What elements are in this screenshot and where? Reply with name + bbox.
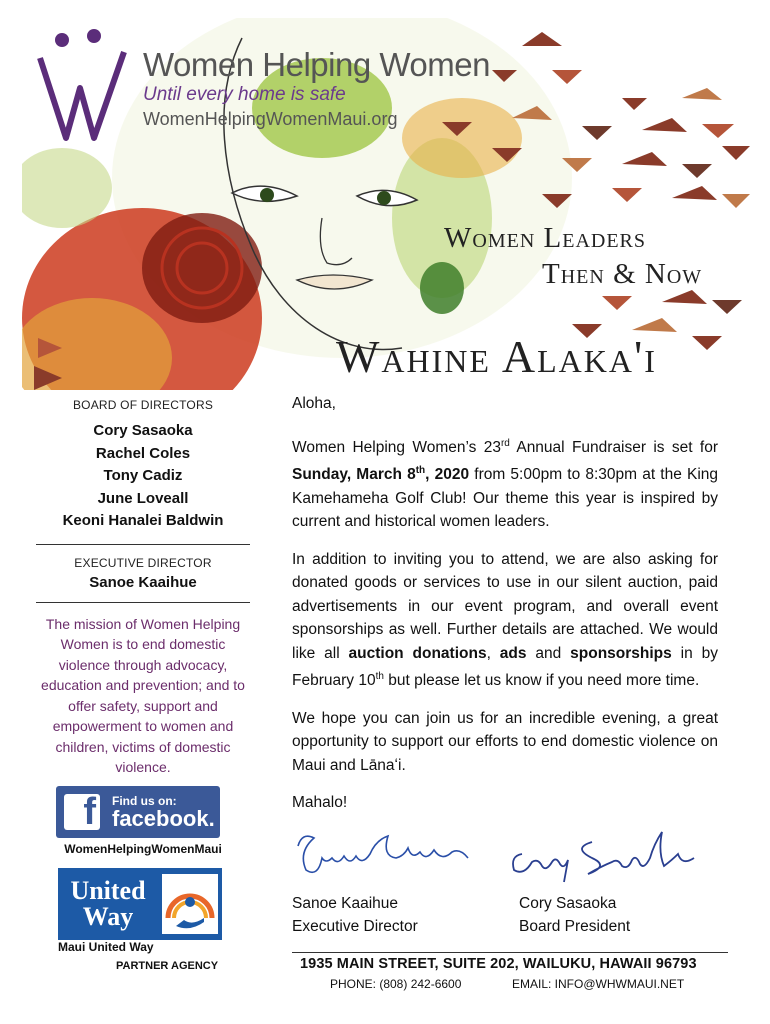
divider — [36, 544, 250, 545]
facebook-wordmark: facebook. — [112, 806, 215, 831]
uw-line-2: Way — [82, 902, 134, 931]
paragraph-2: In addition to inviting you to attend, we are also asking for donated goods or services to use in our silent auction, paid advertisements in our event program, and overall event sponsorships as well. Further details are attached. We would like all auction donations, ads and sponsorships in by February 10th but please let us know if you need more time. — [292, 550, 718, 690]
signer-2-title: Board President — [519, 918, 631, 935]
board-heading: BOARD OF DIRECTORS — [72, 398, 214, 412]
signature-image-cory — [502, 822, 702, 892]
event-date: Sunday, March 8th, 2020 — [292, 465, 470, 484]
greeting: Aloha, — [292, 395, 336, 412]
signer-2-name: Cory Sasaoka — [519, 895, 617, 912]
footer-divider — [292, 952, 728, 953]
signature-image-sanoe — [292, 822, 472, 892]
closing: Mahalo! — [292, 794, 348, 812]
signer-1-name: Sanoe Kaaihue — [292, 895, 399, 912]
board-member: Cory Sasaoka — [93, 422, 193, 439]
theme-title: Wahine Alaka'i — [336, 331, 657, 382]
board-member: Rachel Coles — [95, 444, 191, 462]
united-way-hand-icon — [162, 874, 218, 934]
board-member: Keoni Hanalei Baldwin — [62, 512, 224, 529]
divider — [36, 602, 250, 603]
board-member: June Loveall — [97, 489, 189, 507]
org-tagline: Until every home is safe — [143, 84, 346, 105]
org-url[interactable]: WomenHelpingWomenMaui.org — [143, 109, 398, 129]
paragraph-1: Women Helping Women’s 23rd Annual Fundraiser is set for Sunday, March 8th, 2020 from 5:00pm to 8:30pm at the King Kamehameha Golf Club! Our theme this year is inspired by current and historical women leaders. — [292, 437, 718, 531]
org-name: Women Helping Women — [143, 46, 490, 83]
signatures — [292, 822, 722, 952]
footer-phone[interactable]: PHONE: (808) 242-6600 — [330, 977, 462, 991]
board-list — [36, 420, 250, 533]
united-way-logo[interactable] — [58, 868, 222, 940]
footer-email[interactable]: EMAIL: INFO@WHWMAUI.NET — [512, 977, 685, 991]
theme-line-2: Then & Now — [542, 258, 703, 290]
footer-address: 1935 MAIN STREET, SUITE 202, WAILUKU, HAWAII 96793 — [300, 956, 697, 972]
ed-name: Sanoe Kaaihue — [89, 573, 197, 591]
paragraph-3: We hope you can join us for an incredible evening, a great opportunity to support our efforts to end domestic violence on Maui and Lānaʻi. — [292, 709, 718, 774]
sidebar — [36, 398, 250, 972]
signer-1-title: Executive Director — [292, 918, 418, 935]
united-way-name: Maui United Way — [58, 940, 154, 954]
board-member: Tony Cadiz — [103, 467, 183, 484]
facebook-badge[interactable] — [56, 786, 220, 838]
theme-line-1: Women Leaders — [444, 222, 647, 254]
mission-statement: The mission of Women Helping Women is to end domestic violence through advocacy, education and prevention; and to offer safety, support and empowerment to women and children, victims of domestic violence. — [41, 615, 245, 775]
ed-heading: EXECUTIVE DIRECTOR — [74, 555, 212, 570]
letter-body — [292, 392, 718, 829]
header-banner — [22, 18, 752, 390]
uw-line-1: United — [70, 876, 146, 905]
partner-agency-label: PARTNER AGENCY — [116, 960, 219, 972]
facebook-handle[interactable]: WomenHelpingWomenMaui — [64, 842, 222, 856]
facebook-find-label: Find us on: — [112, 794, 177, 808]
facebook-icon: f — [64, 794, 100, 830]
